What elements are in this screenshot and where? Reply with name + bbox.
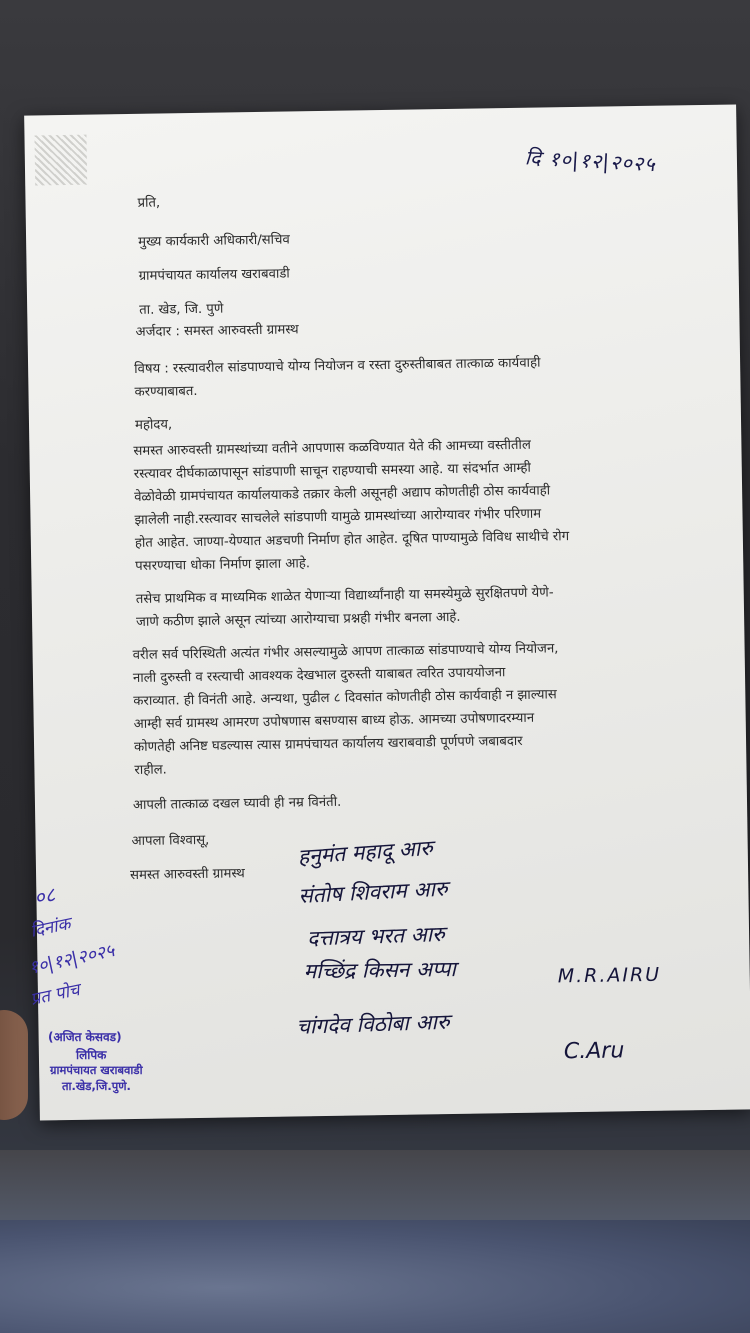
- recipient-block: [138, 223, 291, 327]
- paragraph-line: आम्ही सर्व ग्रामस्थ आमरण उपोषणास बसण्यास बाध्य होऊ. आमच्या उपोषणादरम्यान: [133, 710, 535, 733]
- paragraph-line: कोणतेही अनिष्ट घडल्यास त्यास ग्रामपंचायत कार्यालय खराबवाडी पूर्णपणे जबाबदार: [133, 733, 523, 756]
- paragraph-line: तसेच प्राथमिक व माध्यमिक शाळेत येणाऱ्या विद्यार्थ्यांनाही या समस्येमुळे सुरक्षितपणे येणे-: [135, 585, 554, 607]
- yours-truly: आपला विश्वासू,: [131, 832, 210, 850]
- paragraph-line: रस्त्यावर दीर्घकाळापासून सांडपाणी साचून राहण्याची समस्या आहे. या संदर्भात आम्ही: [133, 460, 531, 482]
- paragraph-line: वेळोवेळी ग्रामपंचायत कार्यालयाकडे तक्रार केली असूनही अद्याप कोणतीही ठोस कार्यवाही: [134, 483, 551, 505]
- salutation: महोदय,: [134, 417, 173, 433]
- paragraph-1: [133, 433, 569, 578]
- paragraph-line: नाली दुरुस्ती व रस्त्याची आवश्यक देखभाल दुरुस्ती याबाबत त्वरित उपाययोजना: [132, 665, 506, 687]
- signature: संतोष शिवराम आरु: [297, 876, 449, 909]
- stamp-office: ग्रामपंचायत खराबवाडी: [50, 1063, 143, 1077]
- paragraph-line: पसरण्याचा धोका निर्माण झाला आहे.: [135, 556, 311, 574]
- stamp-handwriting: १०|१२|२०२५: [26, 940, 117, 979]
- subject-block: [134, 352, 541, 404]
- stamp-name: (अजित केसवड): [48, 1030, 122, 1044]
- stamp-address: ता.खेड,जि.पुणे.: [62, 1079, 131, 1093]
- paragraph-line: राहील.: [134, 762, 167, 779]
- subject-line: करण्याबाबत.: [134, 383, 198, 400]
- subject-line: विषय : रस्त्यावरील सांडपाण्याचे योग्य नियोजन व रस्ता दुरुस्तीबाबत तात्काळ कार्यवाही: [134, 355, 541, 377]
- recipient-line: ग्रामपंचायत कार्यालय खराबवाडी: [138, 266, 290, 284]
- paragraph-line: झालेली नाही.रस्त्यावर साचलेले सांडपाणी यामुळे ग्रामस्थांच्या आरोग्यावर गंभीर परिणाम: [134, 506, 542, 528]
- paragraph-line: होत आहेत. जाण्या-येण्यात अडचणी निर्माण होत आहेत. दूषित पाण्यामुळे विविध साथीचे रोग: [134, 529, 570, 551]
- paragraph-2: [136, 581, 554, 634]
- signature: M.R.AIRU: [557, 963, 662, 988]
- signatory-name: समस्त आरुवस्ती ग्रामस्थ: [129, 866, 245, 884]
- stamp-handwriting: प्रत पोच: [28, 980, 82, 1010]
- to-label: प्रति,: [137, 195, 161, 211]
- paragraph-3: [132, 637, 560, 782]
- stamp-designation: लिपिक: [76, 1048, 107, 1062]
- signature: हनुमंत महादू आरु: [297, 835, 434, 869]
- stamp-handwriting: दिनांक: [28, 913, 73, 942]
- applicant-line: अर्जदार : समस्त आरुवस्ती ग्रामस्थ: [135, 322, 299, 340]
- paragraph-line: समस्त आरुवस्ती ग्रामस्थांच्या वतीने आपणास कळविण्यात येते की आमच्या वस्तीतील: [133, 437, 531, 459]
- received-stamp: [10, 860, 190, 1095]
- recipient-line: ता. खेड, जि. पुणे: [139, 301, 224, 318]
- paper-mark: [34, 135, 87, 186]
- cloth-background: [0, 1150, 750, 1333]
- handwritten-date: दि १०|१२|२०२५: [524, 145, 657, 177]
- signature: C.Aru: [563, 1038, 625, 1065]
- signature: चांगदेव विठोबा आरु: [296, 1009, 450, 1039]
- recipient-line: मुख्य कार्यकारी अधिकारी/सचिव: [138, 232, 290, 250]
- closing-request: आपली तात्काळ दखल घ्यावी ही नम्र विनंती.: [132, 794, 342, 814]
- paragraph-line: जाणे कठीण झाले असून त्यांच्या आरोग्याचा प्रश्नही गंभीर बनला आहे.: [136, 609, 461, 630]
- paragraph-line: वरील सर्व परिस्थिती अत्यंत गंभीर असल्यामुळे आपण तात्काळ सांडपाण्याचे योग्य नियोजन,: [132, 641, 559, 664]
- paragraph-line: कराव्यात. ही विनंती आहे. अन्यथा, पुढील ८ दिवसांत कोणतीही ठोस कार्यवाही न झाल्यास: [133, 687, 557, 710]
- signature: दत्तात्रय भरत आरु: [306, 921, 446, 951]
- stamp-handwriting: ०८: [31, 882, 58, 910]
- signature: मच्छिंद्र किसन अप्पा: [303, 956, 457, 984]
